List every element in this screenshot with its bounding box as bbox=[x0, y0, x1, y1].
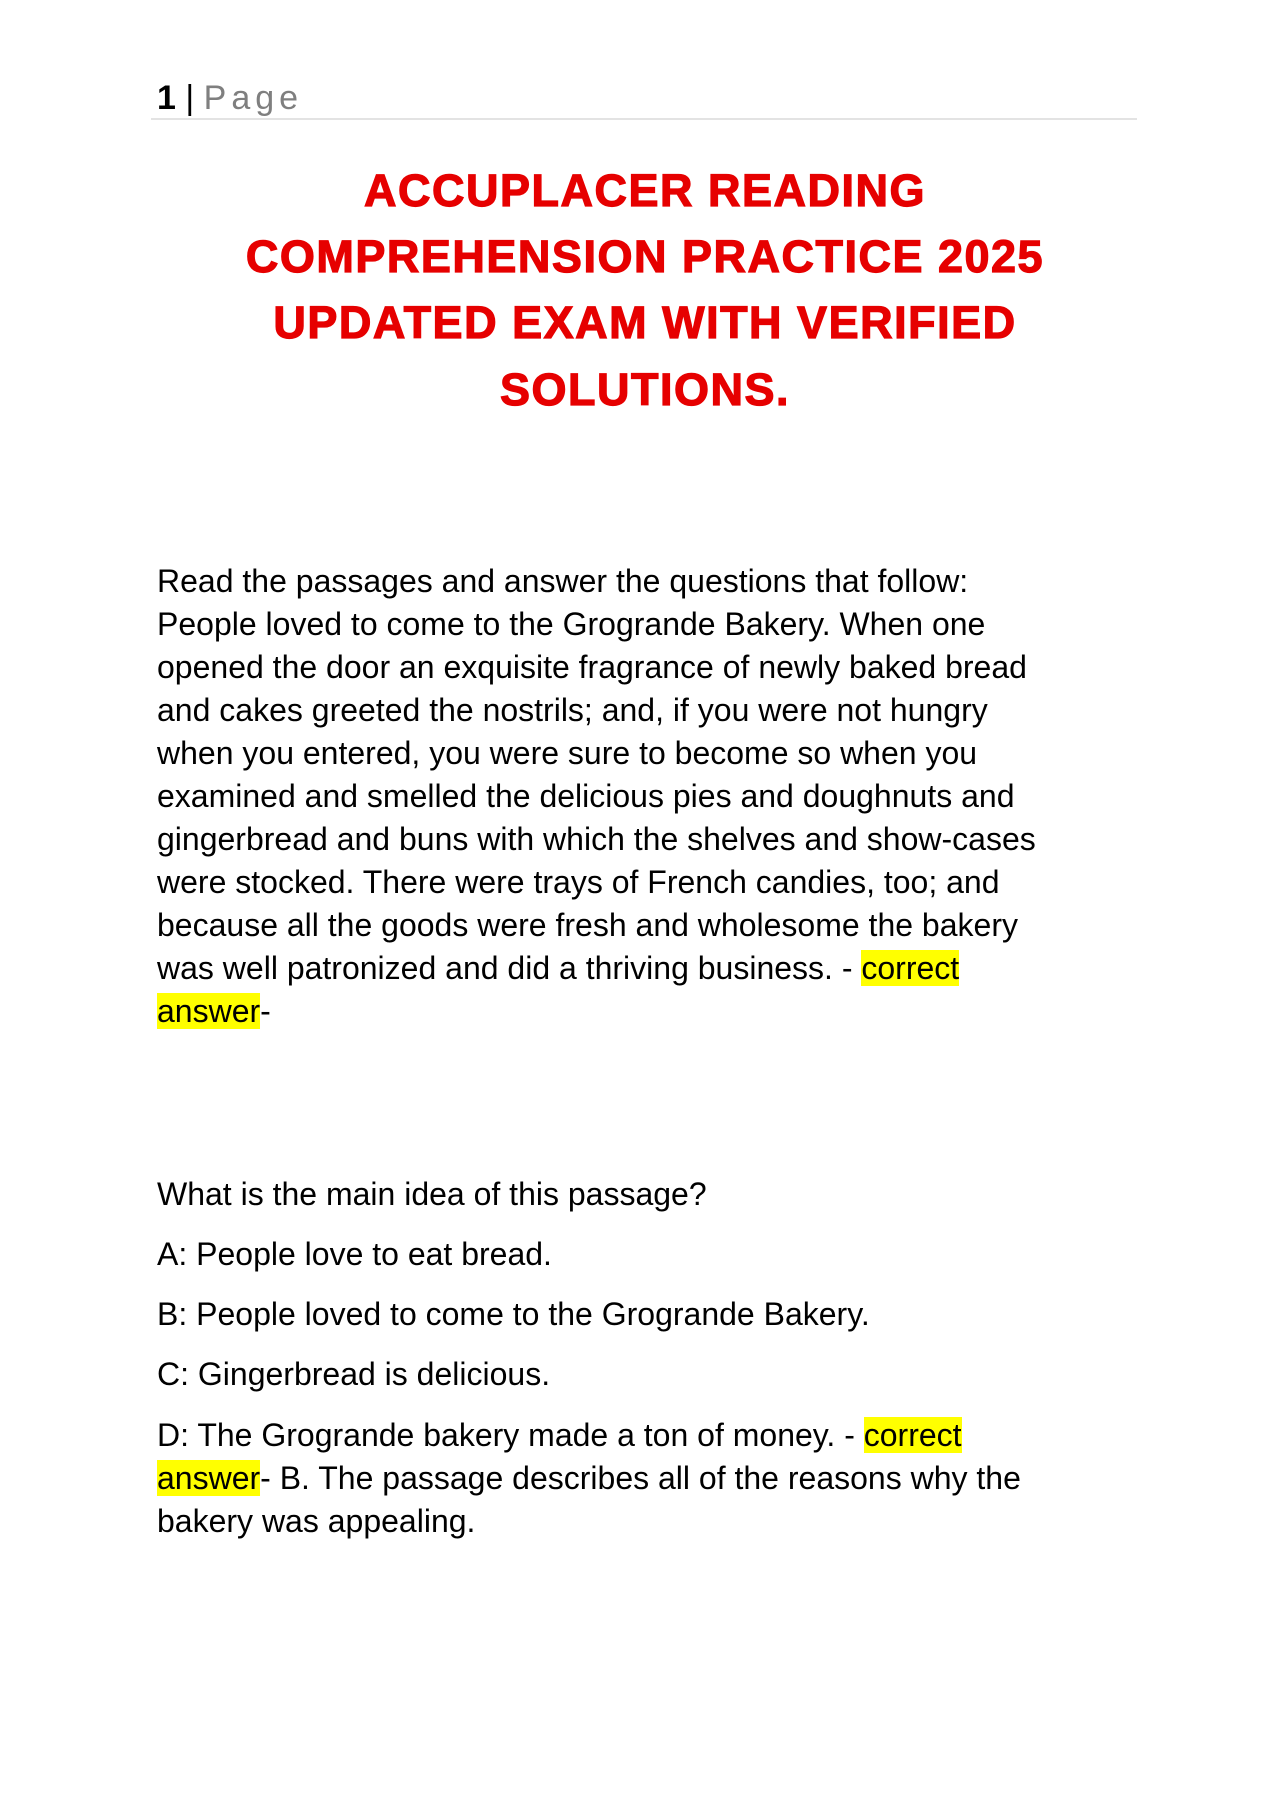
passage-line: because all the goods were fresh and wholesome the bakery bbox=[157, 907, 1018, 943]
option-b: B: People loved to come to the Grogrande Bakery. bbox=[157, 1296, 870, 1332]
page-header bbox=[157, 76, 303, 120]
title-line-2: COMPREHENSION PRACTICE 2025 bbox=[245, 231, 1045, 282]
header-rule bbox=[151, 118, 1137, 120]
page-label: Page bbox=[203, 79, 304, 117]
answer-line bbox=[157, 1457, 1021, 1500]
explanation-text: - B. The passage describes all of the reasons why the bbox=[260, 1460, 1021, 1496]
highlight-correct: correct bbox=[863, 1417, 962, 1453]
passage-line: were stocked. There were trays of French candies, too; and bbox=[157, 864, 1000, 900]
passage-line: when you entered, you were sure to become so when you bbox=[157, 735, 978, 771]
page-separator: | bbox=[185, 79, 195, 117]
passage-line: People loved to come to the Grogrande Bakery. When one bbox=[157, 606, 986, 642]
passage-line: opened the door an exquisite fragrance of newly baked bread bbox=[157, 649, 1027, 685]
option-d-text: D: The Grogrande bakery made a ton of money. - bbox=[157, 1417, 864, 1453]
title-line-3: UPDATED EXAM WITH VERIFIED bbox=[273, 297, 1017, 348]
option-d bbox=[157, 1414, 962, 1457]
highlight-correct: correct bbox=[861, 950, 960, 986]
passage-line: Read the passages and answer the questions that follow: bbox=[157, 563, 969, 599]
passage-line: gingerbread and buns with which the shelves and show-cases bbox=[157, 821, 1036, 857]
title-line-1: ACCUPLACER READING bbox=[363, 165, 926, 216]
passage-line: and cakes greeted the nostrils; and, if you were not hungry bbox=[157, 692, 988, 728]
explanation-line: bakery was appealing. bbox=[157, 1503, 476, 1539]
passage-trail: - bbox=[260, 993, 271, 1029]
title-line-4: SOLUTIONS. bbox=[499, 364, 790, 415]
passage-text: was well patronized and did a thriving business. - bbox=[157, 950, 862, 986]
page-number: 1 bbox=[157, 79, 176, 117]
passage-line bbox=[157, 990, 271, 1033]
passage-line bbox=[157, 947, 959, 990]
highlight-answer: answer bbox=[157, 993, 261, 1029]
question-prompt: What is the main idea of this passage? bbox=[157, 1176, 707, 1212]
passage-line: examined and smelled the delicious pies and doughnuts and bbox=[157, 778, 1015, 814]
option-a: A: People love to eat bread. bbox=[157, 1236, 552, 1272]
option-c: C: Gingerbread is delicious. bbox=[157, 1356, 551, 1392]
highlight-answer: answer bbox=[157, 1460, 261, 1496]
